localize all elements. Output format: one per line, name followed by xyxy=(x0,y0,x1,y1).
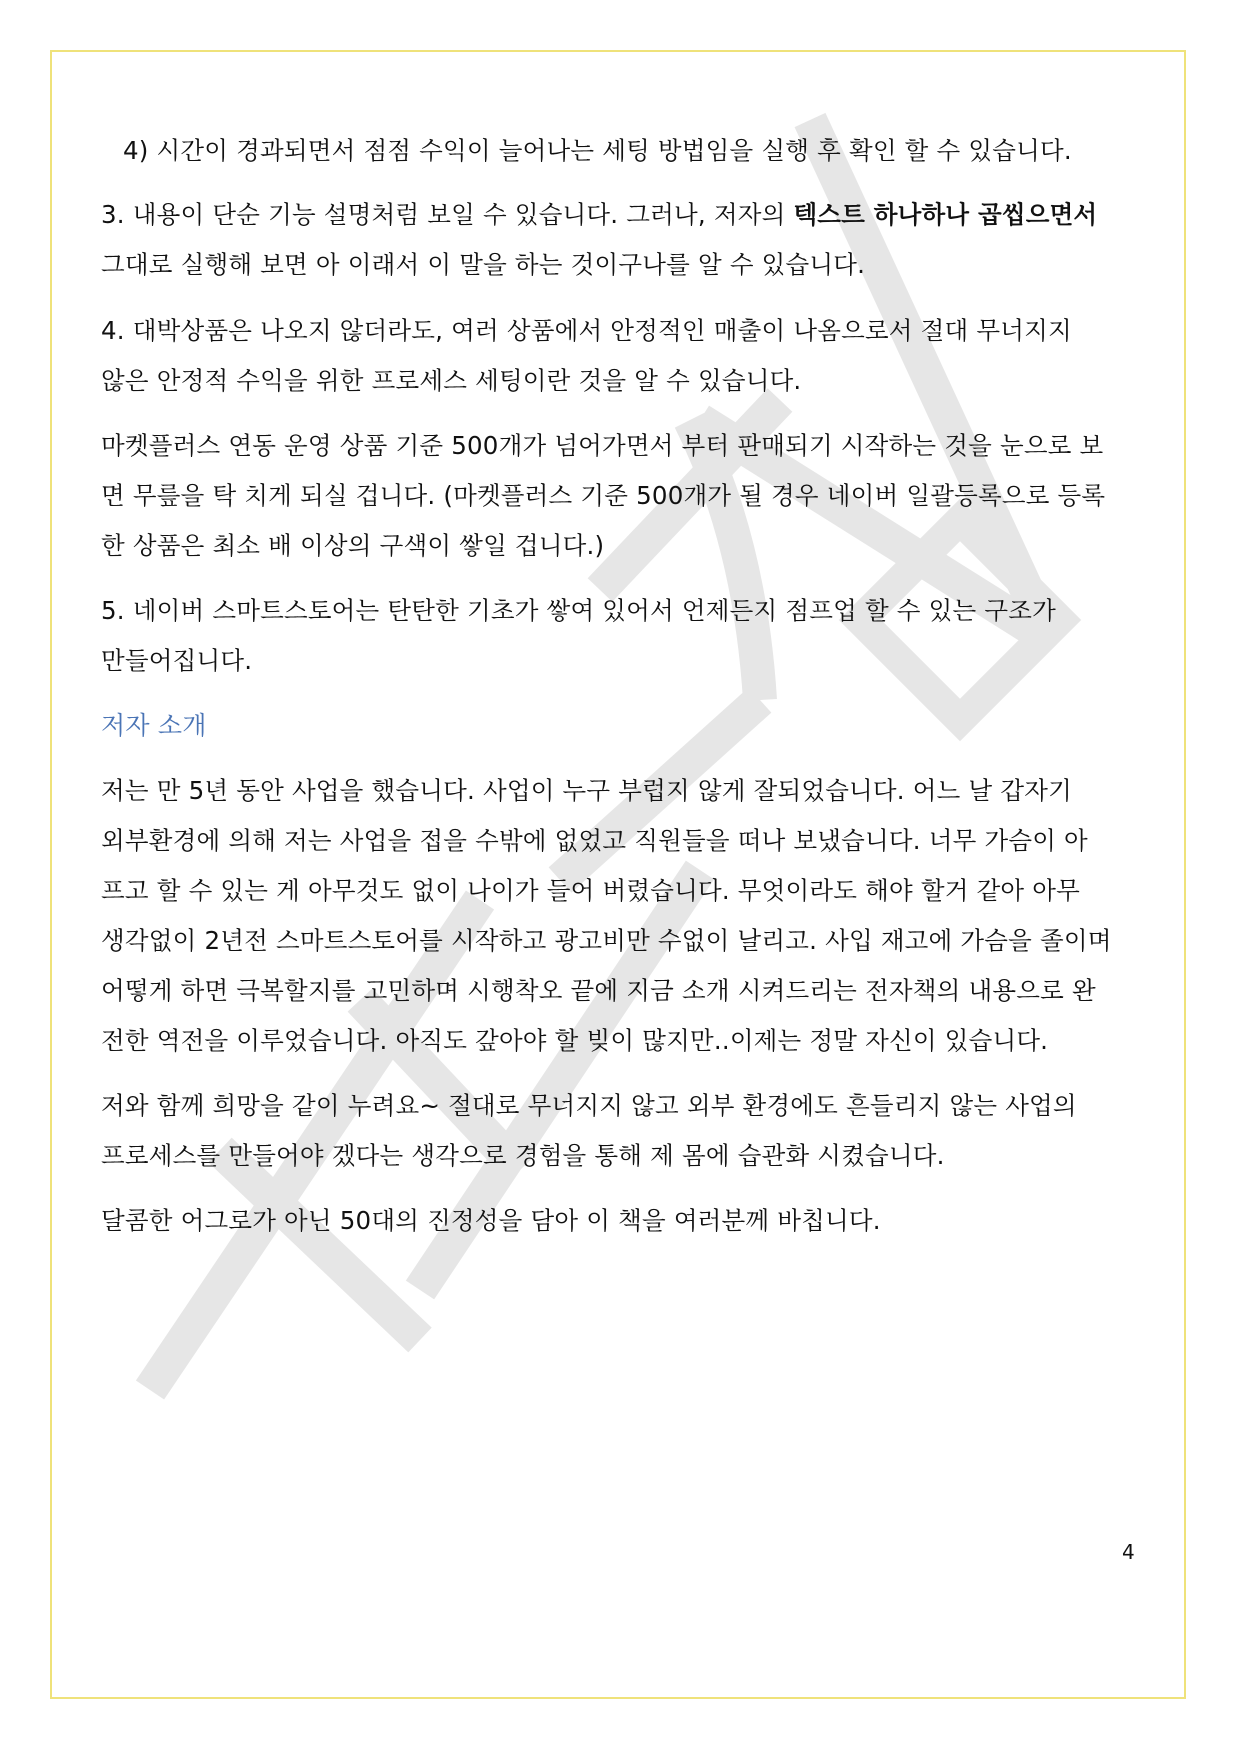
section-heading-author: 저자 소개 xyxy=(101,711,207,740)
author-text-line: 달콤한 어그로가 아닌 50대의 진정성을 담아 이 책을 여러분께 바칩니다. xyxy=(101,1206,881,1235)
author-text-line: 외부환경에 의해 저는 사업을 접을 수밖에 없었고 직원들을 떠나 보냈습니다. 너무 가슴이 아 xyxy=(101,826,1088,855)
emphasis-text: 텍스트 하나하나 곱씹으면서 xyxy=(793,200,1098,229)
text-line: 마켓플러스 연동 운영 상품 기준 500개가 넘어가면서 부터 판매되기 시작하는 것을 눈으로 보 xyxy=(101,431,1104,460)
author-text-line: 어떻게 하면 극복할지를 고민하며 시행착오 끝에 지금 소개 시켜드리는 전자책의 내용으로 완 xyxy=(101,976,1096,1005)
author-text-line: 프고 할 수 있는 게 아무것도 없이 나이가 들어 버렸습니다. 무엇이라도 해야 할거 같아 아무 xyxy=(101,876,1081,905)
text-line: 한 상품은 최소 배 이상의 구색이 쌓일 겁니다.) xyxy=(101,531,605,560)
text-line: 면 무릎을 탁 치게 되실 겁니다. (마켓플러스 기준 500개가 될 경우 네이버 일괄등록으로 등록 xyxy=(101,481,1106,510)
author-text-line: 저는 만 5년 동안 사업을 했습니다. 사업이 누구 부럽지 않게 잘되었습니다. 어느 날 갑자기 xyxy=(101,776,1072,805)
text-line-with-emphasis xyxy=(101,199,1097,231)
author-text-line: 전한 역전을 이루었습니다. 아직도 갚아야 할 빚이 많지만..이제는 정말 자신이 있습니다. xyxy=(101,1026,1049,1055)
page-number: 4 xyxy=(1122,1540,1135,1564)
text-line: 그대로 실행해 보면 아 이래서 이 말을 하는 것이구나를 알 수 있습니다. xyxy=(101,250,866,279)
text-line: 4. 대박상품은 나오지 않더라도, 여러 상품에서 안정적인 매출이 나옴으로서 절대 무너지지 xyxy=(101,316,1072,345)
author-text-line: 프로세스를 만들어야 겠다는 생각으로 경험을 통해 제 몸에 습관화 시켰습니다. xyxy=(101,1141,945,1170)
text-segment: 3. 내용이 단순 기능 설명처럼 보일 수 있습니다. 그러나, 저자의 xyxy=(101,200,794,229)
text-line: 5. 네이버 스마트스토어는 탄탄한 기초가 쌓여 있어서 언제든지 점프업 할 수 있는 구조가 xyxy=(101,596,1056,625)
text-line: 4) 시간이 경과되면서 점점 수익이 늘어나는 세팅 방법임을 실행 후 확인 할 수 있습니다. xyxy=(123,136,1072,165)
text-line: 만들어집니다. xyxy=(101,646,253,675)
text-line: 않은 안정적 수익을 위한 프로세스 세팅이란 것을 알 수 있습니다. xyxy=(101,366,802,395)
author-text-line: 저와 함께 희망을 같이 누려요~ 절대로 무너지지 않고 외부 환경에도 흔들리지 않는 사업의 xyxy=(101,1091,1077,1120)
author-text-line: 생각없이 2년전 스마트스토어를 시작하고 광고비만 수없이 날리고. 사입 재고에 가슴을 졸이며 xyxy=(101,926,1112,955)
